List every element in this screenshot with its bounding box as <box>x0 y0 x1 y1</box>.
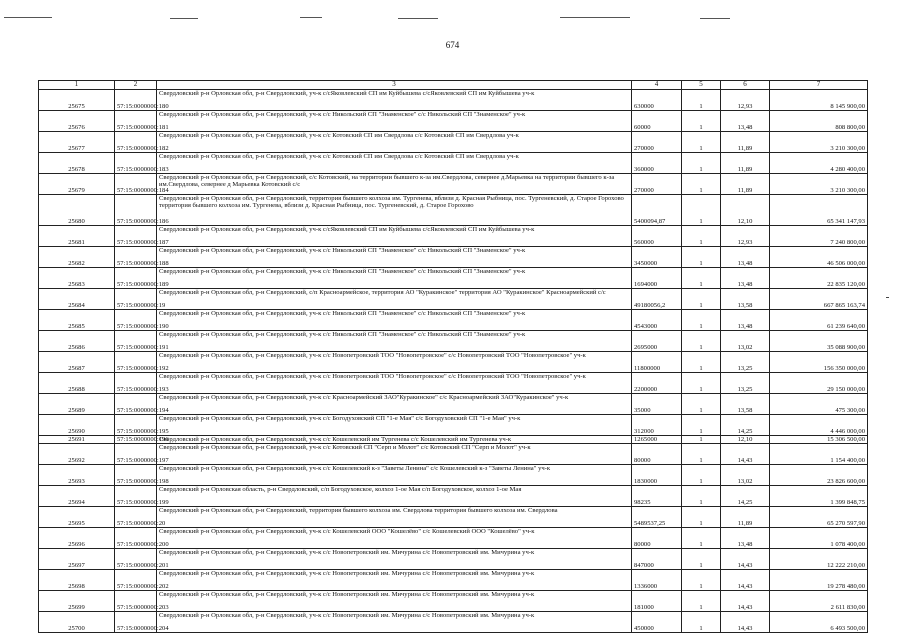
cadastral-number: 57:15:0000000:191 <box>115 331 157 352</box>
count-value: 1 <box>682 444 721 465</box>
scan-mark <box>170 18 198 19</box>
area-value: 630000 <box>632 90 682 111</box>
area-value: 847000 <box>632 549 682 570</box>
cadastral-value: 4 280 400,00 <box>770 153 868 174</box>
row-number: 25693 <box>39 465 115 486</box>
scan-mark <box>560 17 630 18</box>
parcel-address: Свердловский р-н Орловская обл, р-н Свердловский, уч-к с/с Новопетровский ТОО "Новопетровское" с/с Новопетровский ТОО "Новопетровское" уч-к <box>157 373 632 394</box>
parcel-address: Свердловский р-н Орловская обл, р-н Свердловский, уч-к с/с Никольский СП "Знаменское" с/с Никольский СП "Знаменское" уч-к <box>157 111 632 132</box>
parcel-address: Свердловский р-н Орловская обл, р-н Свердловский, уч-к с/с Богодуховский СП "1-е Мая" с/с Богодуховский СП "1-е Мая" уч-к <box>157 415 632 436</box>
cadastral-number: 57:15:0000000:189 <box>115 268 157 289</box>
count-value: 1 <box>682 436 721 444</box>
rate-value: 14,43 <box>721 444 770 465</box>
column-header: 2 <box>115 81 157 90</box>
cadastral-number: 57:15:0000000:195 <box>115 415 157 436</box>
parcel-address: Свердловский р-н Орловская обл, р-н Свердловский, территория бывшего колхоза им. Свердлова территория бывшего колхоза им. Свердлова <box>157 507 632 528</box>
rate-value: 11,89 <box>721 174 770 195</box>
cadastral-number: 57:15:0000000:199 <box>115 486 157 507</box>
rate-value: 13,25 <box>721 373 770 394</box>
row-number: 25687 <box>39 352 115 373</box>
rate-value: 13,48 <box>721 247 770 268</box>
scan-mark <box>398 18 438 19</box>
table-row <box>39 132 868 153</box>
cadastral-number: 57:15:0000000:180 <box>115 90 157 111</box>
cadastral-number: 57:15:0000000:198 <box>115 465 157 486</box>
area-value: 98235 <box>632 486 682 507</box>
cadastral-value: 4 446 000,00 <box>770 415 868 436</box>
cadastral-number: 57:15:0000000:187 <box>115 226 157 247</box>
parcel-address: Свердловский р-н Орловская обл, р-н Свердловский, с/п Красноармейское, территория АО "Куракинское" территория АО "Куракинское" Красноармейский с/с <box>157 289 632 310</box>
row-number: 25675 <box>39 90 115 111</box>
parcel-address: Свердловский р-н Орловская обл, р-н Свердловский, уч-к с/с Новопетровский им. Мичурина с/с Новопетровский им. Мичурина уч-к <box>157 612 632 633</box>
column-header: 1 <box>39 81 115 90</box>
count-value: 1 <box>682 111 721 132</box>
column-header: 3 <box>157 81 632 90</box>
rate-value: 14,25 <box>721 486 770 507</box>
cadastral-number: 57:15:0000000:197 <box>115 444 157 465</box>
row-number: 25679 <box>39 174 115 195</box>
table-row <box>39 612 868 633</box>
table-row <box>39 331 868 352</box>
area-value: 3450000 <box>632 247 682 268</box>
rate-value: 13,58 <box>721 394 770 415</box>
cadastral-value: 15 306 500,00 <box>770 436 868 444</box>
area-value: 5489537,25 <box>632 507 682 528</box>
parcel-address: Свердловский р-н Орловская обл, р-н Свердловский, уч-к с/с Новопетровский ТОО "Новопетровское" с/с Новопетровский ТОО "Новопетровское" уч-к <box>157 352 632 373</box>
row-number: 25694 <box>39 486 115 507</box>
table-row <box>39 289 868 310</box>
cadastral-value: 12 222 210,00 <box>770 549 868 570</box>
row-number: 25686 <box>39 331 115 352</box>
rate-value: 12,93 <box>721 90 770 111</box>
cadastral-value: 19 278 480,00 <box>770 570 868 591</box>
count-value: 1 <box>682 591 721 612</box>
count-value: 1 <box>682 174 721 195</box>
cadastral-value: 23 826 600,00 <box>770 465 868 486</box>
land-register-table <box>38 80 868 633</box>
table-row <box>39 528 868 549</box>
count-value: 1 <box>682 247 721 268</box>
count-value: 1 <box>682 195 721 226</box>
rate-value: 11,89 <box>721 153 770 174</box>
count-value: 1 <box>682 507 721 528</box>
table-row <box>39 465 868 486</box>
cadastral-value: 22 835 120,00 <box>770 268 868 289</box>
parcel-address: Свердловский р-н Орловская обл, р-н Свердловский, уч-к с/с Новопетровский им. Мичурина с/с Новопетровский им. Мичурина уч-к <box>157 570 632 591</box>
rate-value: 13,58 <box>721 289 770 310</box>
cadastral-value: 29 150 000,00 <box>770 373 868 394</box>
area-value: 450000 <box>632 612 682 633</box>
cadastral-value: 808 800,00 <box>770 111 868 132</box>
row-number: 25681 <box>39 226 115 247</box>
row-number: 25676 <box>39 111 115 132</box>
row-number: 25697 <box>39 549 115 570</box>
area-value: 49180056,2 <box>632 289 682 310</box>
rate-value: 14,43 <box>721 570 770 591</box>
rate-value: 13,48 <box>721 111 770 132</box>
rate-value: 13,02 <box>721 331 770 352</box>
rate-value: 11,89 <box>721 507 770 528</box>
parcel-address: Свердловский р-н Орловская обл, р-н Свердловский, уч-к с/с Котовский СП "Серп и Молот" с/с Котовский СП "Серп и Молот" уч-к <box>157 444 632 465</box>
count-value: 1 <box>682 465 721 486</box>
area-value: 2200000 <box>632 373 682 394</box>
table-row <box>39 111 868 132</box>
parcel-address: Свердловский р-н Орловская обл, р-н Свердловский, с/с Котовский, на территории бывшего к-за им.Свердлова, севернее д.Марьевка на территории бывшего к-за им.Свердлова, севернее д Марьевка Котовский с/с <box>157 174 632 195</box>
cadastral-number: 57:15:0000000:193 <box>115 373 157 394</box>
cadastral-value: 65 341 147,93 <box>770 195 868 226</box>
cadastral-value: 61 239 640,00 <box>770 310 868 331</box>
parcel-address: Свердловский р-н Орловская область, р-н Свердловский, с/п Богодуховское, колхоз 1-ое Мая с/п Богодуховское, колхоз 1-ое Мая <box>157 486 632 507</box>
row-number: 25698 <box>39 570 115 591</box>
table-row <box>39 444 868 465</box>
table-row <box>39 90 868 111</box>
count-value: 1 <box>682 352 721 373</box>
rate-value: 11,89 <box>721 132 770 153</box>
parcel-address: Свердловский р-н Орловская обл, р-н Свердловский, уч-к с/с Новопетровский им. Мичурина с/с Новопетровский им. Мичурина уч-к <box>157 549 632 570</box>
parcel-address: Свердловский р-н Орловская обл, р-н Свердловский, уч-к с/с Красноармейский ЗАО"Куракинское" с/с Красноармейский ЗАО"Куракинское" уч-к <box>157 394 632 415</box>
parcel-address: Свердловский р-н Орловская обл, р-н Свердловский, уч-к с/с Кошелевский к-з "Заветы Ленина" с/с Кошелевский к-з "Заветы Ленина" уч-к <box>157 465 632 486</box>
row-number: 25696 <box>39 528 115 549</box>
row-number: 25692 <box>39 444 115 465</box>
cadastral-value: 7 240 800,00 <box>770 226 868 247</box>
table-row <box>39 415 868 436</box>
row-number: 25690 <box>39 415 115 436</box>
count-value: 1 <box>682 549 721 570</box>
rate-value: 12,93 <box>721 226 770 247</box>
table-header-row <box>39 81 868 90</box>
column-header: 5 <box>682 81 721 90</box>
cadastral-number: 57:15:0000000:203 <box>115 591 157 612</box>
count-value: 1 <box>682 289 721 310</box>
scan-dot <box>886 297 889 298</box>
rate-value: 13,48 <box>721 268 770 289</box>
table-row <box>39 436 868 444</box>
parcel-address: Свердловский р-н Орловская обл, р-н Свердловский, уч-к с/с Кошелевский им Тургенева с/с Кошелевский им Тургенева уч-к <box>157 436 632 444</box>
cadastral-value: 667 865 163,74 <box>770 289 868 310</box>
rate-value: 12,10 <box>721 195 770 226</box>
cadastral-value: 1 154 400,00 <box>770 444 868 465</box>
count-value: 1 <box>682 394 721 415</box>
row-number: 25685 <box>39 310 115 331</box>
area-value: 1694000 <box>632 268 682 289</box>
count-value: 1 <box>682 373 721 394</box>
count-value: 1 <box>682 153 721 174</box>
row-number: 25700 <box>39 612 115 633</box>
table-row <box>39 352 868 373</box>
scan-mark <box>300 17 322 18</box>
row-number: 25689 <box>39 394 115 415</box>
cadastral-number: 57:15:0000000:19 <box>115 289 157 310</box>
area-value: 270000 <box>632 132 682 153</box>
count-value: 1 <box>682 486 721 507</box>
cadastral-value: 1 078 400,00 <box>770 528 868 549</box>
table-row <box>39 486 868 507</box>
parcel-address: Свердловский р-н Орловская обл, р-н Свердловский, территория бывшего колхоза им. Тургенева, вблизи д. Красная Рыбница, пос. Тургеневский, д. Старое Горохово территория бывшего колхоза им. Тургенева, вблизи д. Красная Рыбница, пос. Тургеневский, д. Старое Горохово <box>157 195 632 226</box>
area-value: 5400094,87 <box>632 195 682 226</box>
cadastral-value: 1 399 848,75 <box>770 486 868 507</box>
parcel-address: Свердловский р-н Орловская обл, р-н Свердловский, уч-к с/сЯковлевский СП им Куйбышева с/сЯковлевский СП им Куйбышева уч-к <box>157 90 632 111</box>
scan-mark <box>700 18 730 19</box>
table-row <box>39 570 868 591</box>
cadastral-number: 57:15:0000000:20 <box>115 507 157 528</box>
rate-value: 12,10 <box>721 436 770 444</box>
table-row <box>39 174 868 195</box>
table-row <box>39 591 868 612</box>
area-value: 560000 <box>632 226 682 247</box>
cadastral-value: 6 493 500,00 <box>770 612 868 633</box>
table-row <box>39 153 868 174</box>
cadastral-number: 57:15:0000000:194 <box>115 394 157 415</box>
cadastral-value: 3 210 300,00 <box>770 174 868 195</box>
area-value: 11800000 <box>632 352 682 373</box>
area-value: 270000 <box>632 174 682 195</box>
area-value: 60000 <box>632 111 682 132</box>
parcel-address: Свердловский р-н Орловская обл, р-н Свердловский, уч-к с/с Котовский СП им Свердлова с/с Котовский СП им Свердлова уч-к <box>157 132 632 153</box>
scan-mark <box>4 17 52 18</box>
row-number: 25699 <box>39 591 115 612</box>
area-value: 1265000 <box>632 436 682 444</box>
row-number: 25691 <box>39 436 115 444</box>
count-value: 1 <box>682 570 721 591</box>
cadastral-number: 57:15:0000000:204 <box>115 612 157 633</box>
count-value: 1 <box>682 90 721 111</box>
table-row <box>39 394 868 415</box>
parcel-address: Свердловский р-н Орловская обл, р-н Свердловский, уч-к с/с Никольский СП "Знаменское" с/с Никольский СП "Знаменское" уч-к <box>157 331 632 352</box>
count-value: 1 <box>682 612 721 633</box>
cadastral-value: 35 088 900,00 <box>770 331 868 352</box>
row-number: 25684 <box>39 289 115 310</box>
cadastral-number: 57:15:0000000:181 <box>115 111 157 132</box>
page-number: 674 <box>445 40 460 50</box>
cadastral-number: 57:15:0000000:192 <box>115 352 157 373</box>
cadastral-number: 57:15:0000000:196 <box>115 436 157 444</box>
parcel-address: Свердловский р-н Орловская обл, р-н Свердловский, уч-к с/с Никольский СП "Знаменское" с/с Никольский СП "Знаменское" уч-к <box>157 268 632 289</box>
column-header: 4 <box>632 81 682 90</box>
count-value: 1 <box>682 132 721 153</box>
column-header: 7 <box>770 81 868 90</box>
count-value: 1 <box>682 310 721 331</box>
cadastral-number: 57:15:0000000:190 <box>115 310 157 331</box>
count-value: 1 <box>682 268 721 289</box>
area-value: 2695000 <box>632 331 682 352</box>
table-row <box>39 507 868 528</box>
cadastral-number: 57:15:0000000:188 <box>115 247 157 268</box>
area-value: 80000 <box>632 444 682 465</box>
table-row <box>39 195 868 226</box>
row-number: 25688 <box>39 373 115 394</box>
table-row <box>39 373 868 394</box>
area-value: 4543000 <box>632 310 682 331</box>
table-row <box>39 226 868 247</box>
area-value: 312000 <box>632 415 682 436</box>
cadastral-value: 65 270 597,90 <box>770 507 868 528</box>
area-value: 35000 <box>632 394 682 415</box>
table-row <box>39 247 868 268</box>
count-value: 1 <box>682 331 721 352</box>
parcel-address: Свердловский р-н Орловская обл, р-н Свердловский, уч-к с/с Никольский СП "Знаменское" с/с Никольский СП "Знаменское" уч-к <box>157 310 632 331</box>
cadastral-value: 156 350 000,00 <box>770 352 868 373</box>
rate-value: 13,25 <box>721 352 770 373</box>
parcel-address: Свердловский р-н Орловская обл, р-н Свердловский, уч-к с/с Кошелевский ООО "Кошелёво" с/с Кошелевский ООО "Кошелёво" уч-к <box>157 528 632 549</box>
cadastral-value: 8 145 900,00 <box>770 90 868 111</box>
rate-value: 14,43 <box>721 591 770 612</box>
parcel-address: Свердловский р-н Орловская обл, р-н Свердловский, уч-к с/сЯковлевский СП им Куйбышева с/сЯковлевский СП им Куйбышева уч-к <box>157 226 632 247</box>
cadastral-value: 46 506 000,00 <box>770 247 868 268</box>
row-number: 25677 <box>39 132 115 153</box>
row-number: 25678 <box>39 153 115 174</box>
cadastral-number: 57:15:0000000:186 <box>115 195 157 226</box>
table-row <box>39 549 868 570</box>
row-number: 25683 <box>39 268 115 289</box>
table-row <box>39 310 868 331</box>
row-number: 25680 <box>39 195 115 226</box>
cadastral-value: 475 300,00 <box>770 394 868 415</box>
area-value: 1830000 <box>632 465 682 486</box>
parcel-address: Свердловский р-н Орловская обл, р-н Свердловский, уч-к с/с Котовский СП им Свердлова с/с Котовский СП им Свердлова уч-к <box>157 153 632 174</box>
cadastral-number: 57:15:0000000:202 <box>115 570 157 591</box>
count-value: 1 <box>682 226 721 247</box>
parcel-address: Свердловский р-н Орловская обл, р-н Свердловский, уч-к с/с Никольский СП "Знаменское" с/с Никольский СП "Знаменское" уч-к <box>157 247 632 268</box>
rate-value: 14,25 <box>721 415 770 436</box>
cadastral-number: 57:15:0000000:184 <box>115 174 157 195</box>
parcel-address: Свердловский р-н Орловская обл, р-н Свердловский, уч-к с/с Новопетровский им. Мичурина с/с Новопетровский им. Мичурина уч-к <box>157 591 632 612</box>
area-value: 1336000 <box>632 570 682 591</box>
rate-value: 13,48 <box>721 310 770 331</box>
rate-value: 13,48 <box>721 528 770 549</box>
area-value: 360000 <box>632 153 682 174</box>
area-value: 80000 <box>632 528 682 549</box>
cadastral-number: 57:15:0000000:182 <box>115 132 157 153</box>
cadastral-value: 3 210 300,00 <box>770 132 868 153</box>
cadastral-value: 2 611 830,00 <box>770 591 868 612</box>
cadastral-number: 57:15:0000000:200 <box>115 528 157 549</box>
row-number: 25695 <box>39 507 115 528</box>
table-row <box>39 268 868 289</box>
cadastral-number: 57:15:0000000:183 <box>115 153 157 174</box>
count-value: 1 <box>682 528 721 549</box>
rate-value: 14,43 <box>721 612 770 633</box>
rate-value: 13,02 <box>721 465 770 486</box>
rate-value: 14,43 <box>721 549 770 570</box>
count-value: 1 <box>682 415 721 436</box>
area-value: 181000 <box>632 591 682 612</box>
column-header: 6 <box>721 81 770 90</box>
row-number: 25682 <box>39 247 115 268</box>
table-body <box>39 81 868 633</box>
cadastral-number: 57:15:0000000:201 <box>115 549 157 570</box>
